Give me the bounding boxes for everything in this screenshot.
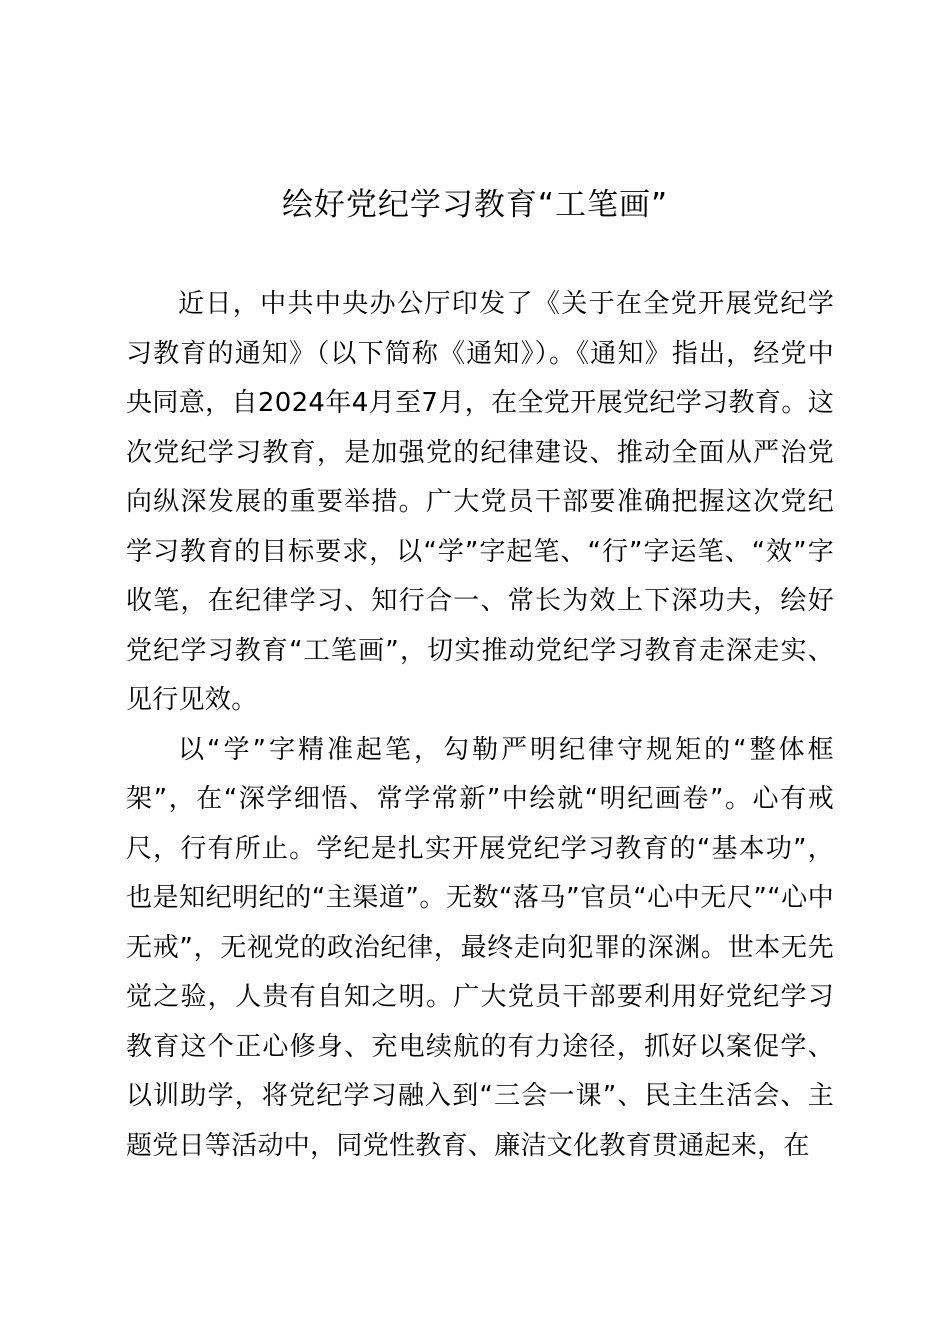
document-title: 绘好党纪学习教育“工笔画”	[281, 187, 669, 223]
paragraph-1: 近日，中共中央办公厅印发了《关于在全党开展党纪学习教育的通知》（以下简称《通知》）。《通知》指出，经党中央同意，自2024年4月至7月，在全党开展党纪学习教育。这次党纪学习教育，是加强党的纪律建设、推动全面从严治党向纵深发展的重要举措。广大党员干部要准确把握这次党纪学习教育的目标要求，以“学”字起笔、“行”字运笔、“效”字收笔，在纪律学习、知行合一、常长为效上下深功夫，绘好党纪学习教育“工笔画”，切实推动党纪学习教育走深走实、见行见效。	[126, 289, 834, 715]
paragraph-2: 以“学”字精准起笔，勾勒严明纪律守规矩的“整体框架”，在“深学细悟、常学常新”中绘就“明纪画卷”。心有戒尺，行有所止。学纪是扎实开展党纪学习教育的“基本功”，也是知纪明纪的“主渠道”。无数“落马”官员“心中无尺”“心中无戒”，无视党的政治纪律，最终走向犯罪的深渊。世本无先觉之验，人贵有自知之明。广大党员干部要利用好党纪学习教育这个正心修身、充电续航的有力途径，抓好以案促学、以训助学，将党纪学习融入到“三会一课”、民主生活会、主题党日等活动中，同党性教育、廉洁文化教育贯通起来，在	[126, 734, 834, 1161]
document-body	[126, 280, 834, 1171]
